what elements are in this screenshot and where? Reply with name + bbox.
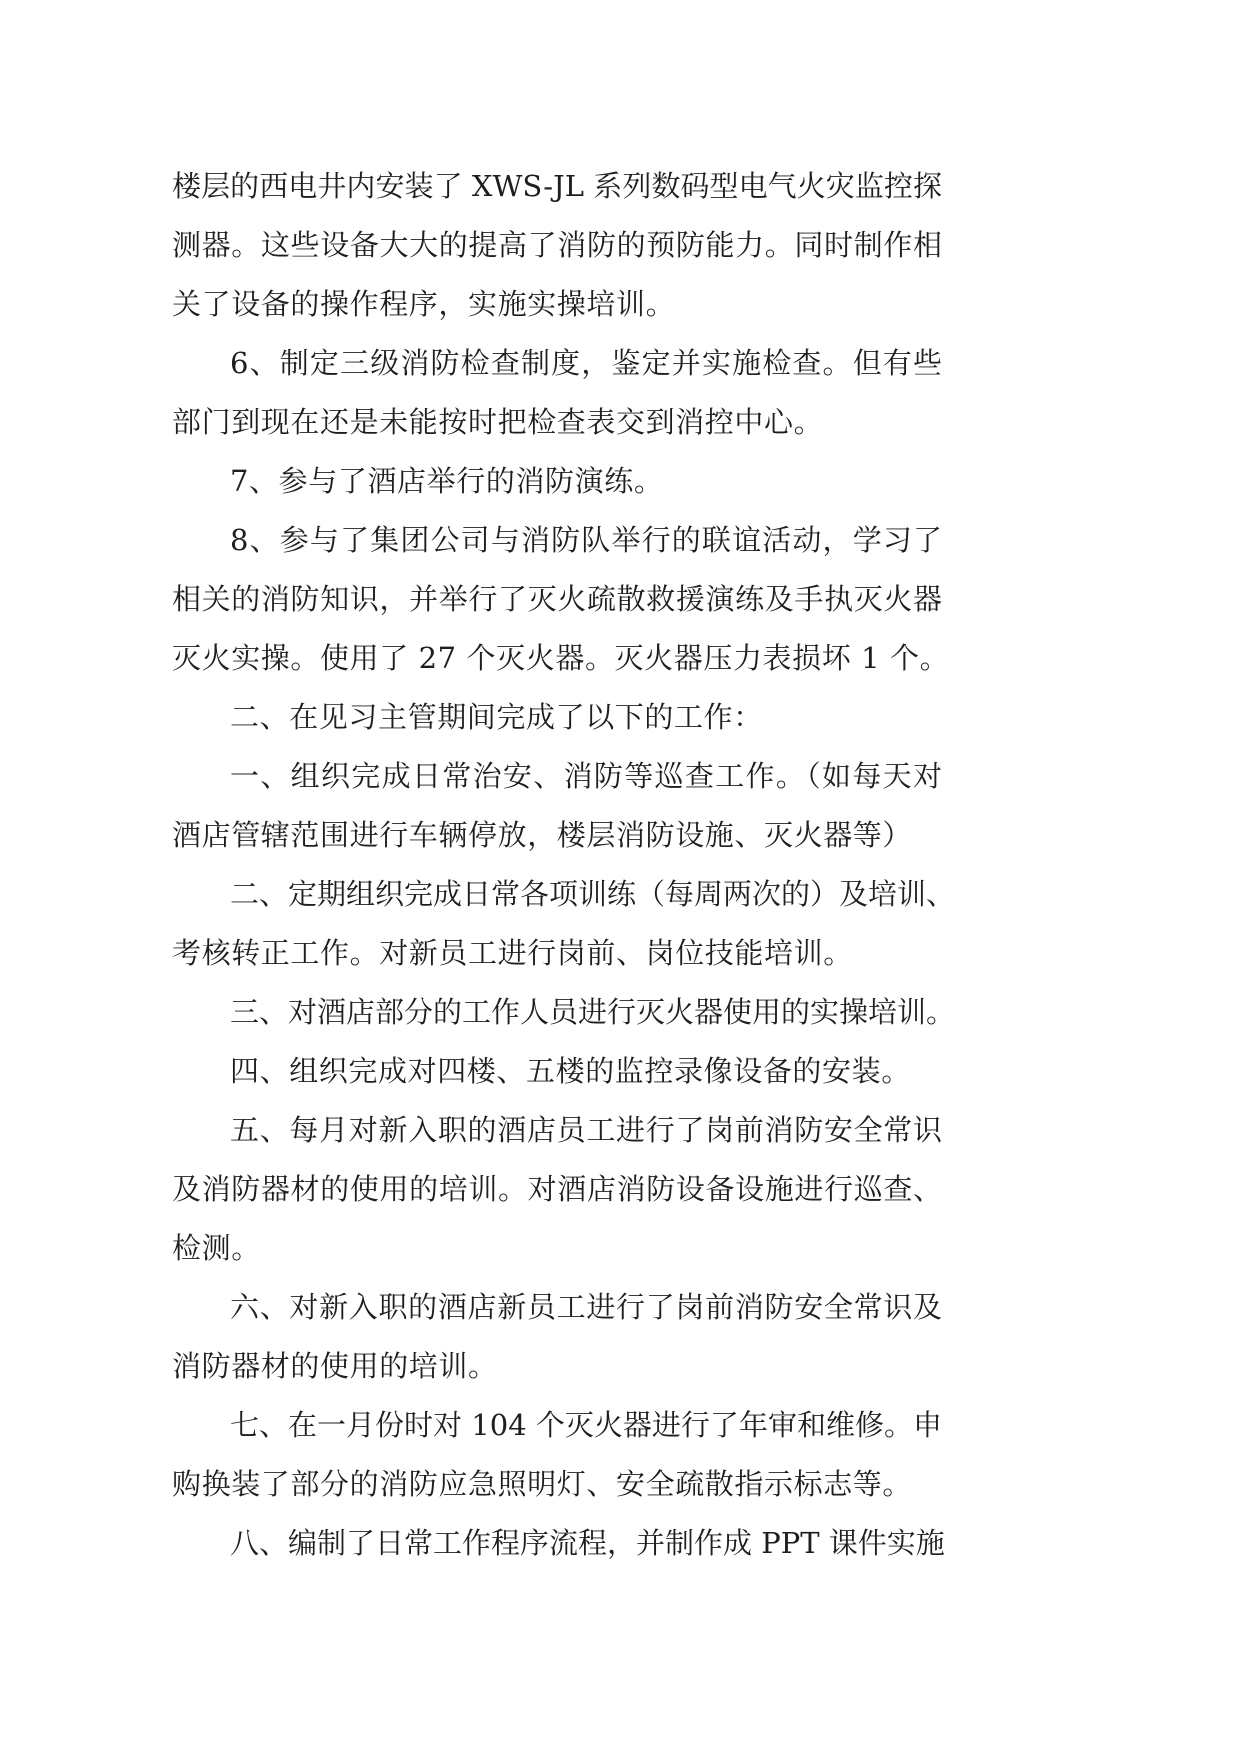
paragraph bbox=[172, 1396, 942, 1514]
text-line: 关了设备的操作程序，实施实操培训。 bbox=[172, 287, 676, 321]
text-line: 二、在见习主管期间完成了以下的工作： bbox=[230, 700, 763, 734]
text-line: 考核转正工作。对新员工进行岗前、岗位技能培训。 bbox=[172, 936, 853, 970]
text-line: 8、参与了集团公司与消防队举行的联谊活动，学习了 bbox=[230, 523, 942, 557]
paragraph bbox=[172, 983, 956, 1042]
section-heading bbox=[172, 688, 942, 747]
text-line: 相关的消防知识，并举行了灭火疏散救援演练及手执灭火器 bbox=[172, 582, 942, 616]
text-line: 6、制定三级消防检查制度，鉴定并实施检查。但有些 bbox=[230, 346, 942, 380]
paragraph bbox=[172, 452, 942, 511]
text-line: 楼层的西电井内安装了 XWS-JL 系列数码型电气火灾监控探 bbox=[172, 169, 942, 203]
document-body bbox=[172, 157, 956, 1573]
text-line: 及消防器材的使用的培训。对酒店消防设备设施进行巡查、 bbox=[172, 1172, 942, 1206]
text-line: 部门到现在还是未能按时把检查表交到消控中心。 bbox=[172, 405, 824, 439]
text-line: 六、对新入职的酒店新员工进行了岗前消防安全常识及 bbox=[230, 1290, 942, 1324]
paragraph bbox=[172, 157, 942, 334]
text-line: 八、编制了日常工作程序流程，并制作成 PPT 课件实施 bbox=[230, 1526, 945, 1560]
paragraph bbox=[172, 511, 950, 688]
text-line: 一、组织完成日常治安、消防等巡查工作。（如每天对 bbox=[230, 759, 942, 793]
paragraph bbox=[172, 865, 956, 983]
text-line: 三、对酒店部分的工作人员进行灭火器使用的实操培训。 bbox=[230, 995, 956, 1029]
text-line: 二、定期组织完成日常各项训练（每周两次的）及培训、 bbox=[230, 877, 956, 911]
paragraph bbox=[172, 334, 942, 452]
paragraph bbox=[172, 1101, 942, 1278]
text-line: 四、组织完成对四楼、五楼的监控录像设备的安装。 bbox=[230, 1054, 911, 1088]
text-line: 测器。这些设备大大的提高了消防的预防能力。同时制作相 bbox=[172, 228, 942, 262]
paragraph bbox=[172, 747, 942, 865]
text-line: 购换装了部分的消防应急照明灯、安全疏散指示标志等。 bbox=[172, 1467, 913, 1501]
paragraph bbox=[172, 1514, 945, 1573]
text-line: 消防器材的使用的培训。 bbox=[172, 1349, 498, 1383]
text-line: 检测。 bbox=[172, 1231, 261, 1265]
text-line: 酒店管辖范围进行车辆停放，楼层消防设施、灭火器等） bbox=[172, 818, 913, 852]
text-line: 五、每月对新入职的酒店员工进行了岗前消防安全常识 bbox=[230, 1113, 942, 1147]
text-line: 7、参与了酒店举行的消防演练。 bbox=[230, 464, 664, 498]
text-line: 灭火实操。使用了 27 个灭火器。灭火器压力表损坏 1 个。 bbox=[172, 641, 950, 675]
paragraph bbox=[172, 1278, 942, 1396]
paragraph bbox=[172, 1042, 942, 1101]
text-line: 七、在一月份时对 104 个灭火器进行了年审和维修。申 bbox=[230, 1408, 942, 1442]
